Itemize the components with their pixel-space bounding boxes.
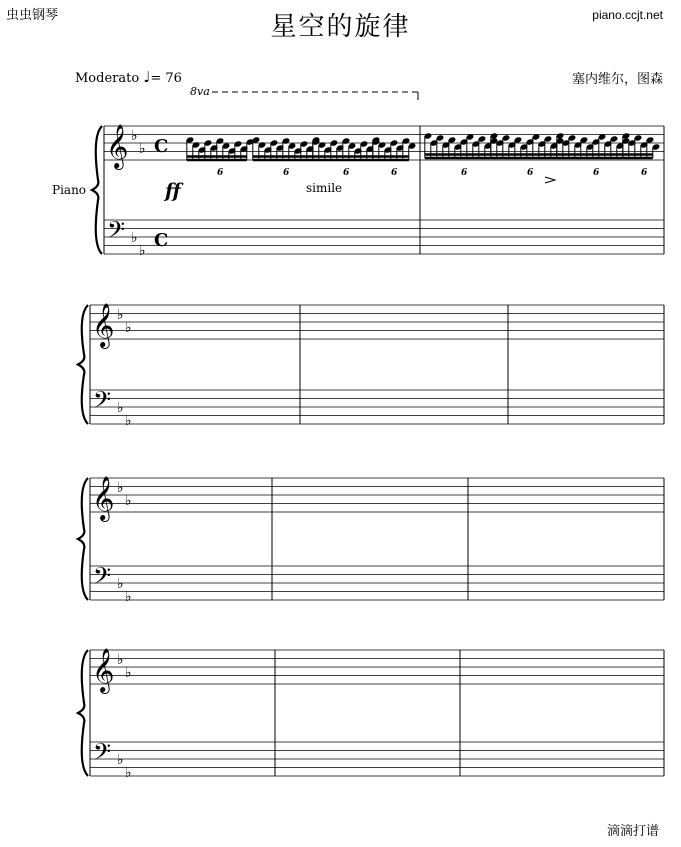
- flat-icon: ♭: [117, 752, 124, 768]
- bass-clef-icon: 𝄢: [107, 216, 126, 249]
- system-brace: [78, 305, 88, 424]
- sixteenth-group: [424, 132, 499, 158]
- bass-clef-icon: 𝄢: [93, 738, 112, 771]
- treble-clef-icon: 𝄞: [92, 303, 115, 347]
- system-brace: [78, 650, 88, 776]
- tuplet-number: 6: [217, 168, 224, 178]
- flat-icon: ♭: [117, 400, 124, 416]
- treble-clef-icon: 𝄞: [106, 124, 129, 168]
- sixteenth-group: [372, 136, 417, 160]
- bar-lines: [90, 126, 664, 776]
- clefs: [92, 124, 168, 781]
- tuplet-number: 6: [593, 168, 600, 178]
- bass-clef-icon: 𝄢: [93, 386, 112, 419]
- bass-clef-icon: 𝄢: [93, 562, 112, 595]
- quarter-note-icon: ♩: [143, 68, 151, 86]
- tuplet-number: 6: [641, 168, 648, 178]
- flat-icon: ♭: [125, 493, 132, 509]
- tuplet-number: 6: [283, 168, 290, 178]
- sixteenth-group: [312, 136, 381, 160]
- tuplet-number: 6: [391, 168, 398, 178]
- treble-clef-icon: 𝄞: [92, 476, 115, 520]
- flat-icon: ♭: [125, 320, 132, 336]
- flat-icon: ♭: [117, 652, 124, 668]
- system-brace: [78, 478, 88, 600]
- tempo-text: Moderato: [75, 71, 140, 86]
- flat-icon: ♭: [117, 307, 124, 323]
- tempo-value: = 76: [150, 71, 182, 86]
- notes: [186, 132, 661, 160]
- flat-icon: ♭: [131, 230, 138, 246]
- simile-text: simile: [306, 181, 343, 195]
- flat-icon: ♭: [125, 665, 132, 681]
- sixteenth-group: [186, 136, 255, 160]
- instrument-label: Piano: [52, 183, 87, 197]
- tuplet-number: 6: [527, 168, 534, 178]
- tuplet-number: 6: [461, 168, 468, 178]
- footer-credit: 滴滴打谱: [606, 824, 659, 839]
- sixteenth-group: [622, 132, 661, 158]
- dynamic-ff: ff: [165, 180, 181, 202]
- site-name-left: 虫虫钢琴: [6, 8, 59, 23]
- site-url: piano.ccjt.net: [592, 8, 663, 22]
- flat-icon: ♭: [125, 765, 132, 781]
- flat-icon: ♭: [117, 576, 124, 592]
- ottava-mark: 8va: [190, 85, 210, 98]
- flat-icon: ♭: [139, 243, 146, 259]
- score-title: 星空的旋律: [270, 12, 411, 42]
- sixteenth-group: [490, 132, 565, 158]
- time-signature: C: [154, 136, 169, 157]
- staff-lines: [90, 126, 664, 776]
- composer-credit: 塞内维尔，图森: [571, 72, 663, 87]
- accent-mark: [545, 177, 555, 183]
- time-signature: C: [154, 230, 169, 251]
- flat-icon: ♭: [131, 128, 138, 144]
- sixteenth-group: [252, 136, 321, 160]
- treble-clef-icon: 𝄞: [92, 648, 115, 692]
- tuplet-number: 6: [343, 168, 350, 178]
- system-brace: [92, 126, 102, 254]
- sixteenth-group: [556, 132, 631, 158]
- flat-icon: ♭: [139, 141, 146, 157]
- flat-icon: ♭: [125, 589, 132, 605]
- flat-icon: ♭: [117, 480, 124, 496]
- flat-icon: ♭: [125, 413, 132, 429]
